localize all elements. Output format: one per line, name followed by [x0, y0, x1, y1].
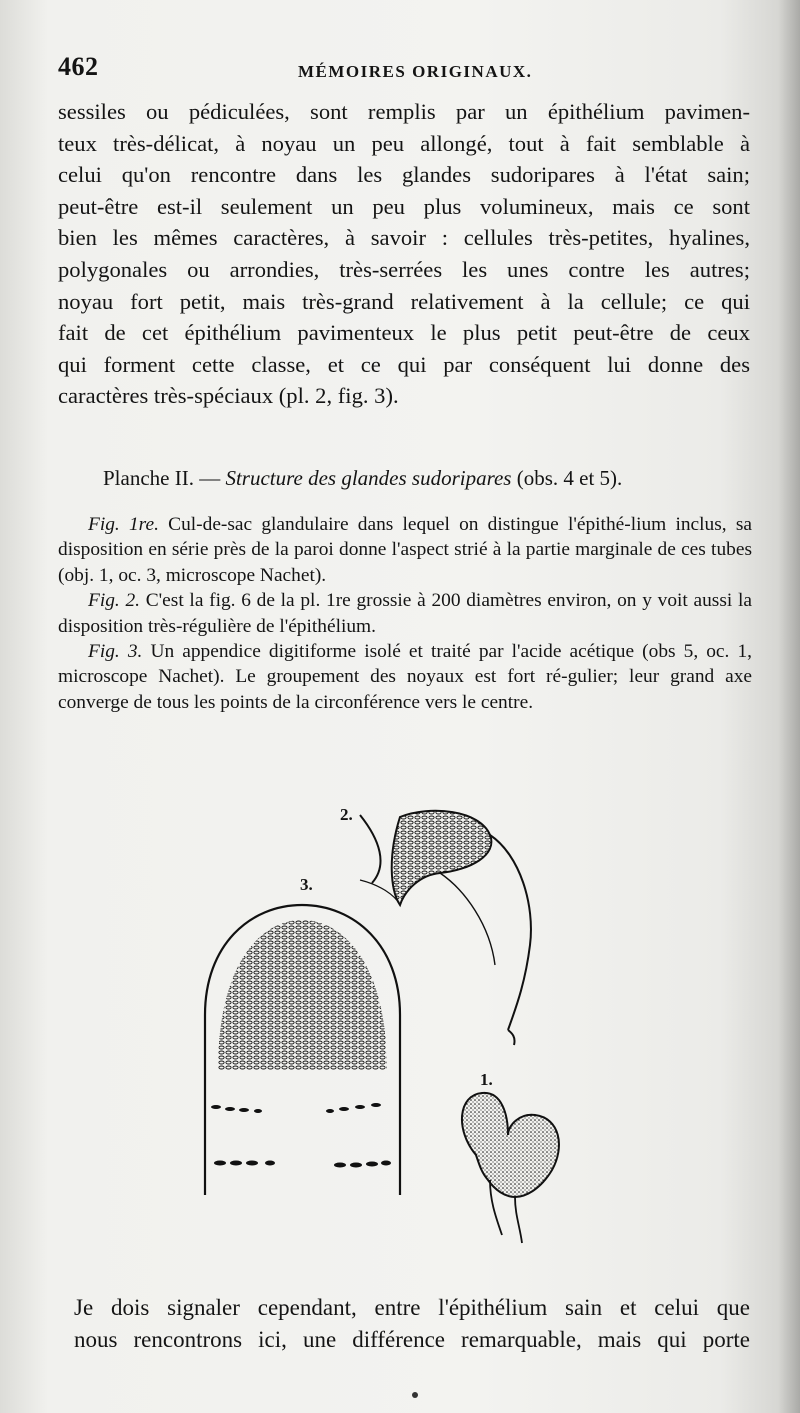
footer-dot: [412, 1392, 418, 1398]
body-line: celui qu'on rencontre dans les glandes sudoripares à l'état sain;: [58, 162, 750, 188]
body-line: peut-être est-il seulement un peu plus volumineux, mais ce sont: [58, 193, 750, 219]
body-line: nous rencontrons ici, une différence remarquable, mais qui porte: [74, 1327, 750, 1352]
body-line: qui forment cette classe, et ce qui par conséquent lui donne des: [58, 351, 750, 377]
caption-fig-2: [58, 588, 752, 639]
body-line: caractères très-spéciaux (pl. 2, fig. 3).: [58, 383, 399, 409]
body-line: sessiles ou pédiculées, sont remplis par un épithélium pavimen-: [58, 99, 750, 124]
page-number: 462: [58, 52, 99, 81]
caption-fig-1: [58, 512, 752, 588]
running-head: MÉMOIRES ORIGINAUX.: [298, 62, 533, 81]
caption-text: Un appendice digitiforme isolé et traité par l'acide acétique (obs 5, oc. 1, microscope Nachet). Le groupement des noyaux est fort ré-gulier; leur grand axe converge de tous les points de la circonférence vers le centre.: [58, 641, 752, 713]
body-line: Je dois signaler cependant, entre l'épithélium sain et celui que: [74, 1295, 750, 1320]
figure-1-drawing: [462, 1093, 559, 1243]
body-line: polygonales ou arrondies, très-serrées les unes contre les autres;: [58, 256, 750, 282]
body-line: teux très-délicat, à noyau un peu allongé, tout à fait semblable à: [58, 130, 750, 156]
body-line: noyau fort petit, mais très-grand relativement à la cellule; ce qui: [58, 288, 750, 314]
figure-captions: [58, 512, 752, 715]
figure-2-drawing: [360, 811, 531, 1045]
body-paragraph: [58, 96, 750, 412]
caption-text: C'est la fig. 6 de la pl. 1re grossie à 200 diamètres environ, on y voit aussi la disposition très-régulière de l'épithélium.: [58, 590, 752, 637]
page-edge-shadow: [778, 0, 800, 1413]
figure-2-label: 2.: [340, 805, 353, 824]
caption-fig-label: Fig. 2.: [88, 590, 141, 612]
page-header: [58, 52, 748, 92]
bottom-paragraph: [74, 1292, 750, 1356]
caption-fig-label: Fig. 1re.: [88, 514, 159, 535]
caption-fig-label: Fig. 3.: [88, 641, 143, 663]
plate-heading: [103, 466, 753, 491]
body-line: bien les mêmes caractères, à savoir : cellules très-petites, hyalines,: [58, 225, 750, 251]
caption-text: Cul-de-sac glandulaire dans lequel on distingue l'épithé-lium inclus, sa disposition en série près de la paroi donne l'aspect strié à la partie marginale de ces tubes (obj. 1, oc. 3, microscope Nachet).: [58, 514, 752, 586]
caption-fig-3: [58, 639, 752, 715]
body-line: fait de cet épithélium pavimenteux le plus petit peut-être de ceux: [58, 320, 750, 346]
figure-1-label: 1.: [480, 1070, 493, 1089]
plate-illustration: [190, 795, 630, 1255]
plate-reference: (obs. 4 et 5).: [516, 466, 623, 490]
gland-illustration: [190, 795, 630, 1255]
figure-3-drawing: [205, 905, 400, 1195]
plate-title: Structure des glandes sudoripares: [225, 466, 512, 490]
figure-3-label: 3.: [300, 875, 313, 894]
plate-label: Planche II. —: [103, 466, 221, 490]
